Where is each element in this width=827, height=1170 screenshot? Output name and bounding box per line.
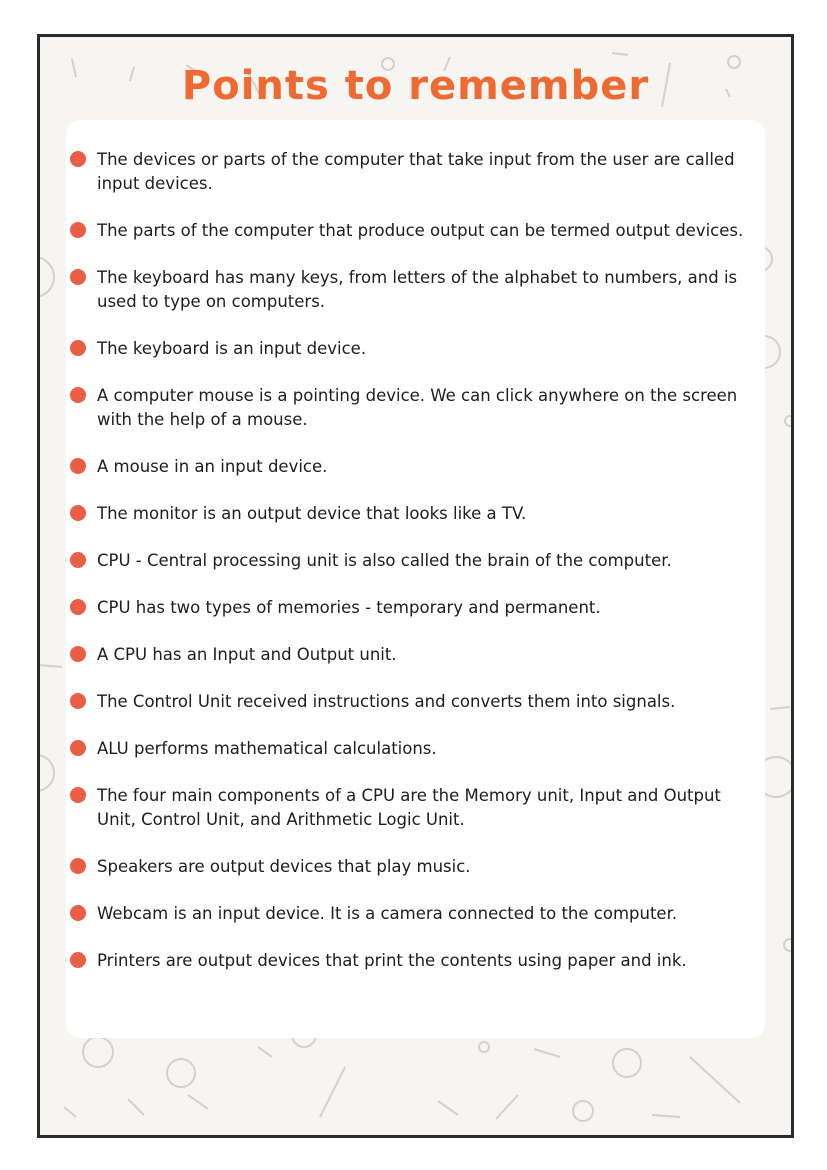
worksheet-page — [37, 34, 794, 1138]
decor-dash — [652, 1115, 680, 1117]
bullet-dot-icon — [70, 552, 86, 568]
list-item — [66, 949, 765, 973]
bullet-dot-icon — [70, 505, 86, 521]
point-text: CPU has two types of memories - temporary and permanent. — [97, 598, 601, 617]
list-item — [66, 855, 765, 879]
decor-dash — [534, 1049, 560, 1057]
decor-circle — [573, 1101, 593, 1121]
point-text: Printers are output devices that print the contents using paper and ink. — [97, 951, 687, 970]
point-text: Webcam is an input device. It is a camera connected to the computer. — [97, 904, 678, 923]
decor-dash — [770, 707, 790, 709]
decor-dash — [40, 665, 62, 667]
list-item — [66, 384, 765, 432]
list-item — [66, 549, 765, 573]
decor-dash — [188, 1095, 208, 1109]
bullet-dot-icon — [70, 646, 86, 662]
bullet-dot-icon — [70, 858, 86, 874]
decor-dash — [320, 1067, 345, 1117]
list-item — [66, 643, 765, 667]
decor-dash — [438, 1101, 458, 1115]
decor-circle — [83, 1037, 113, 1067]
point-text: A CPU has an Input and Output unit. — [97, 645, 397, 664]
list-item — [66, 690, 765, 714]
page-title: Points to remember — [181, 63, 650, 109]
bullet-dot-icon — [70, 340, 86, 356]
list-item — [66, 266, 765, 314]
decor-circle — [785, 416, 791, 426]
bullet-dot-icon — [70, 458, 86, 474]
bullet-dot-icon — [70, 693, 86, 709]
decor-circle — [40, 257, 54, 297]
list-item — [66, 337, 765, 361]
decor-circle — [167, 1059, 195, 1087]
decor-dash — [64, 1107, 76, 1117]
point-text: The four main components of a CPU are the Memory unit, Input and Output Unit, Control Unit, and Arithmetic Logic Unit. — [97, 786, 721, 829]
point-text: A computer mouse is a pointing device. We can click anywhere on the screen with the help of a mouse. — [97, 386, 738, 429]
bullet-dot-icon — [70, 740, 86, 756]
bullet-dot-icon — [70, 599, 86, 615]
decor-dash — [690, 1057, 740, 1103]
bullet-dot-icon — [70, 952, 86, 968]
list-item — [66, 596, 765, 620]
bullet-dot-icon — [70, 905, 86, 921]
point-text: The keyboard is an input device. — [97, 339, 367, 358]
decor-circle — [479, 1042, 489, 1052]
list-item — [66, 784, 765, 832]
points-list — [66, 148, 765, 996]
point-text: The keyboard has many keys, from letters of the alphabet to numbers, and is used to type on computers. — [97, 268, 738, 311]
list-item — [66, 455, 765, 479]
point-text: The monitor is an output device that looks like a TV. — [97, 504, 527, 523]
bullet-dot-icon — [70, 787, 86, 803]
decor-dash — [128, 1099, 144, 1115]
list-item — [66, 737, 765, 761]
decor-dash — [258, 1047, 272, 1057]
point-text: The Control Unit received instructions and converts them into signals. — [97, 692, 676, 711]
list-item — [66, 148, 765, 196]
decor-circle — [784, 939, 791, 951]
bullet-dot-icon — [70, 387, 86, 403]
list-item — [66, 902, 765, 926]
points-card — [66, 120, 765, 1038]
decor-circle — [613, 1049, 641, 1077]
point-text: The devices or parts of the computer that take input from the user are called input devices. — [97, 150, 735, 193]
list-item — [66, 502, 765, 526]
point-text: CPU - Central processing unit is also called the brain of the computer. — [97, 551, 672, 570]
decor-dash — [612, 53, 628, 55]
decor-circle — [40, 755, 54, 791]
point-text: A mouse in an input device. — [97, 457, 328, 476]
bullet-dot-icon — [70, 151, 86, 167]
list-item — [66, 219, 765, 243]
point-text: ALU performs mathematical calculations. — [97, 739, 437, 758]
decor-dash — [496, 1095, 518, 1119]
bullet-dot-icon — [70, 269, 86, 285]
point-text: Speakers are output devices that play music. — [97, 857, 471, 876]
bullet-dot-icon — [70, 222, 86, 238]
point-text: The parts of the computer that produce output can be termed output devices. — [97, 221, 744, 240]
